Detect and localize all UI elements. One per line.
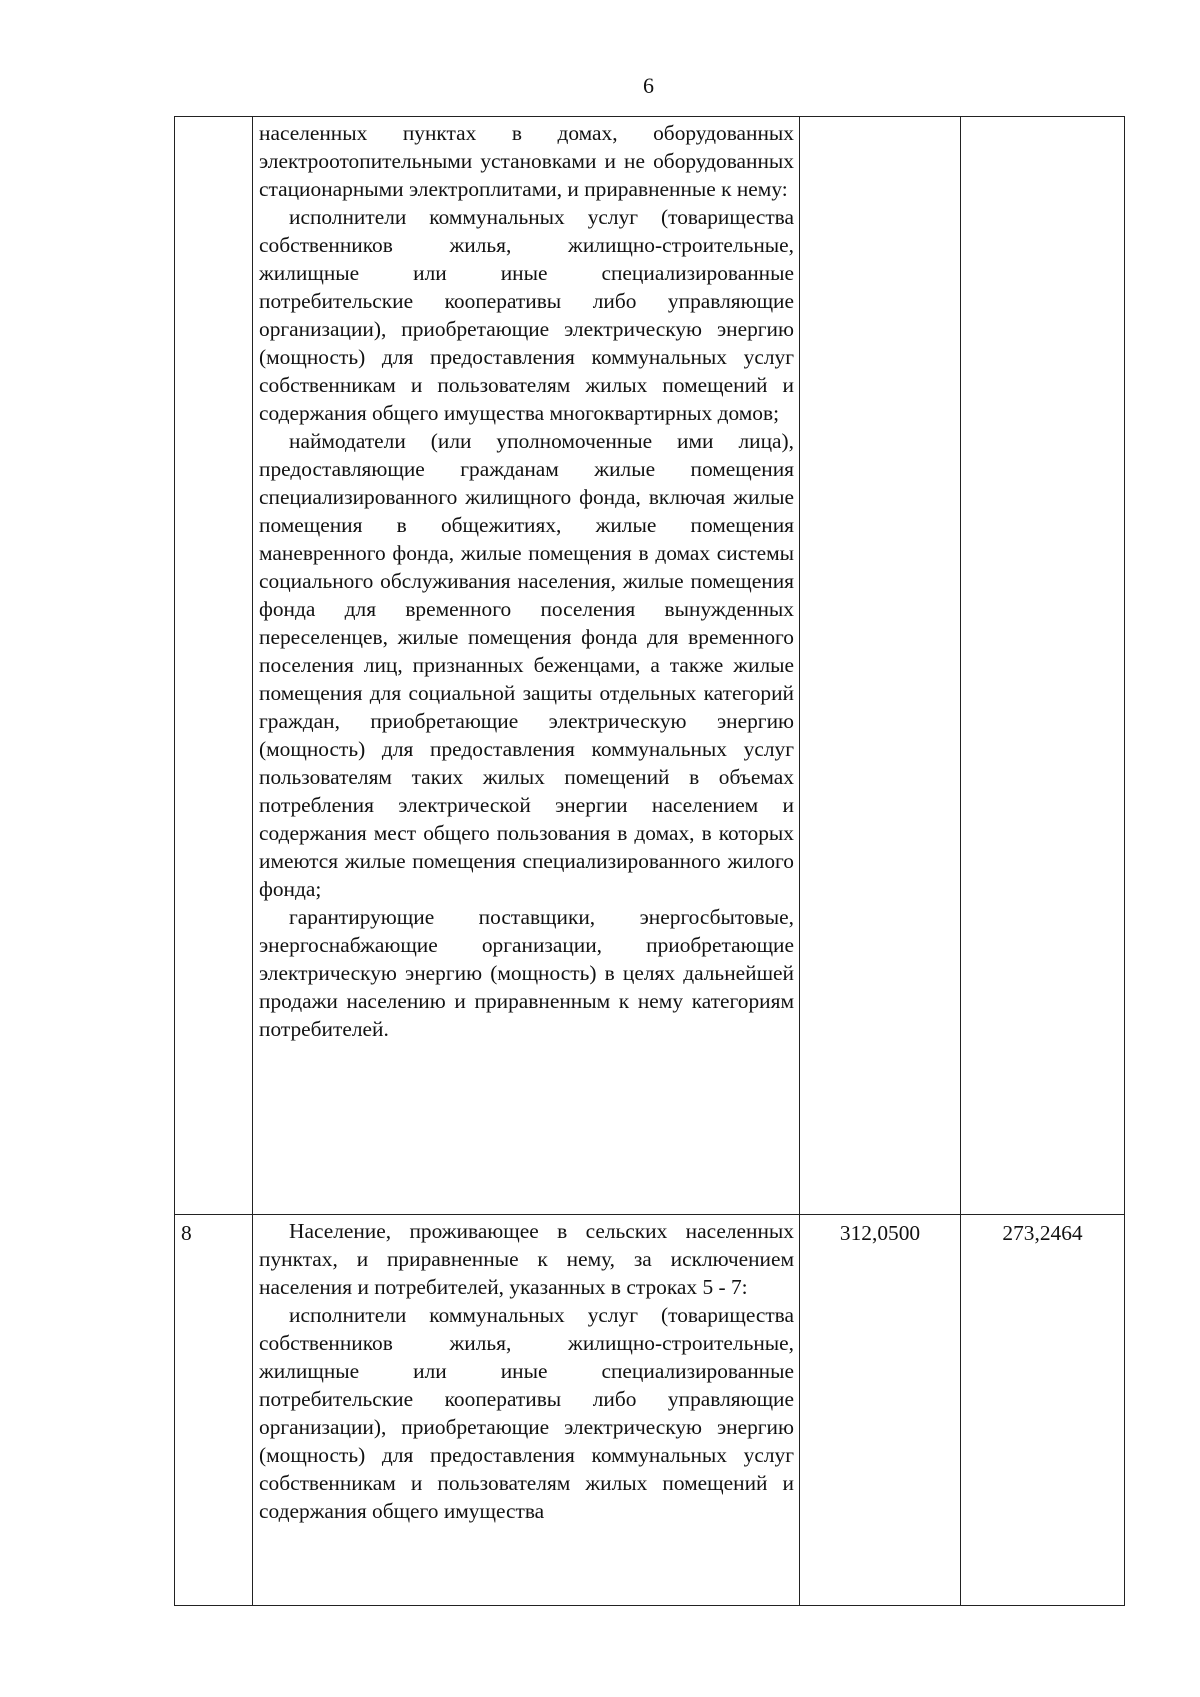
description-paragraph: гарантирующие поставщики, энергосбытовые, энергоснабжающие организации, приобретающие электрическую энергию (мощность) в целях дальнейшей продажи населению и приравненным к нему категориям потребителей. [259, 905, 794, 1041]
row-number-cell: 8 [175, 1215, 253, 1606]
description-paragraph: Население, проживающее в сельских населенных пунктах, и приравненные к нему, за исключением населения и потребителей, указанных в строках 5 - 7: [259, 1219, 794, 1299]
description-paragraph: населенных пунктах в домах, оборудованных электроотопительными установками и не оборудованных стационарными электроплитами, и приравненные к нему: [259, 121, 794, 201]
tariff-value-cell-2 [961, 117, 1125, 1215]
description-paragraph: исполнители коммунальных услуг (товарищества собственников жилья, жилищно-строительные, жилищные или иные специализированные потребительские кооперативы либо управляющие организации), приобретающие электрическую энергию (мощность) для предоставления коммунальных услуг собственникам и пользователям жилых помещений и содержания общего имущества многоквартирных домов; [259, 205, 794, 425]
table-row [175, 117, 1125, 1215]
tariff-value-cell-1: 312,0500 [800, 1215, 961, 1606]
description-paragraph: наймодатели (или уполномоченные ими лица), предоставляющие гражданам жилые помещения специализированного жилищного фонда, включая жилые помещения в общежитиях, жилые помещения маневренного фонда, жилые помещения в домах системы социального обслуживания населения, жилые помещения фонда для временного поселения вынужденных переселенцев, жилые помещения фонда для временного поселения лиц, признанных беженцами, а также жилые помещения для социальной защиты отдельных категорий граждан, приобретающие электрическую энергию (мощность) для предоставления коммунальных услуг пользователям таких жилых помещений в объемах потребления электрической энергии населением и содержания мест общего пользования в домах, в которых имеются жилые помещения специализированного жилого фонда; [259, 429, 794, 901]
table-row [175, 1215, 1125, 1606]
tariff-value-cell-1 [800, 117, 961, 1215]
page-number: 6 [643, 73, 654, 98]
tariff-value-cell-2: 273,2464 [961, 1215, 1125, 1606]
row-number-cell [175, 117, 253, 1215]
row-description-cell [253, 1215, 800, 1606]
description-paragraph: исполнители коммунальных услуг (товарищества собственников жилья, жилищно-строительные, жилищные или иные специализированные потребительские кооперативы либо управляющие организации), приобретающие электрическую энергию (мощность) для предоставления коммунальных услуг собственникам и пользователям жилых помещений и содержания общего имущества [259, 1303, 794, 1523]
tariff-table [174, 116, 1125, 1606]
row-description-cell [253, 117, 800, 1215]
